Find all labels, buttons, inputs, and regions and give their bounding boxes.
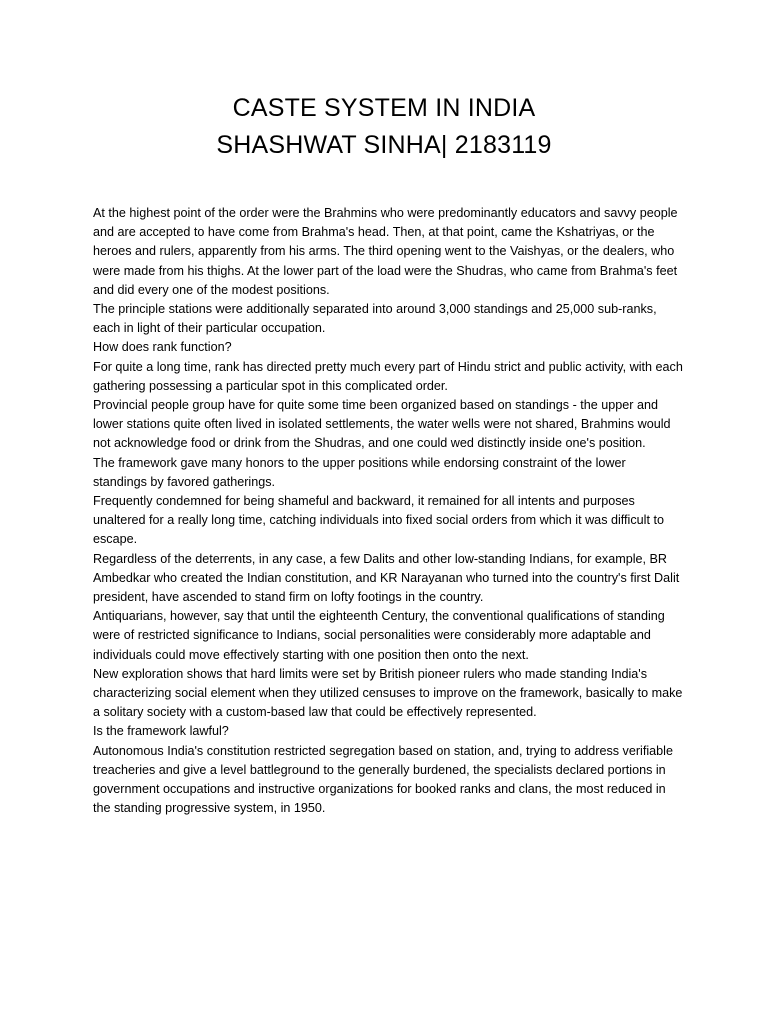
document-body	[93, 204, 683, 819]
heading-is-framework-lawful: Is the framework lawful?	[93, 724, 229, 739]
paragraph-provincial-groups: Provincial people group have for quite some time been organized based on standings - the upper and lower stations quite often lived in isolated settlements, the water wells were not shared, Brahmins would not acknowledge food or drink from the Shudras, and one could wed distinctly inside one's position.	[93, 398, 671, 451]
title-line-topic: CASTE SYSTEM IN INDIA	[232, 94, 536, 122]
document-title	[0, 90, 768, 164]
title-line-author: SHASHWAT SINHA| 2183119	[216, 131, 552, 159]
paragraph-rank-directed: For quite a long time, rank has directed pretty much every part of Hindu strict and public activity, with each gathering possessing a particular spot in this complicated order.	[93, 359, 683, 393]
paragraph-subranks: The principle stations were additionally separated into around 3,000 standings and 25,000 sub-ranks, each in light of their particular occupation.	[93, 302, 657, 336]
paragraph-british-rulers: New exploration shows that hard limits were set by British pioneer rulers who made standing India's characterizing social element when they utilized censuses to improve on the framework, basically to make a solitary society with a custom-based law that could be effectively represented.	[93, 666, 683, 720]
paragraph-antiquarians: Antiquarians, however, say that until the eighteenth Century, the conventional qualifications of standing were of restricted significance to Indians, social personalities were considerably more adaptable and individuals could move effectively starting with one position then onto the next.	[93, 609, 665, 662]
paragraph-varnas: At the highest point of the order were the Brahmins who were predominantly educators and savvy people and are accepted to have come from Brahma's head. Then, at that point, came the Kshatriyas, or the heroes and rulers, apparently from his arms. The third opening went to the Vaishyas, or the dealers, who were made from his thighs. At the lower part of the load were the Shudras, who came from Brahma's feet and did every one of the modest positions.	[93, 206, 678, 297]
paragraph-honors: The framework gave many honors to the upper positions while endorsing constraint of the lower standings by favored gatherings.	[93, 455, 626, 489]
paragraph-constitution: Autonomous India's constitution restricted segregation based on station, and, trying to address verifiable treacheries and give a level battleground to the generally burdened, the specialists declared portions in government occupations and instructive organizations for booked ranks and clans, the most reduced in the standing progressive system, in 1950.	[93, 743, 673, 816]
paragraph-dalits: Regardless of the deterrents, in any case, a few Dalits and other low-standing Indians, for example, BR Ambedkar who created the Indian constitution, and KR Narayanan who turned into the country's first Dalit president, have ascended to stand firm on lofty footings in the country.	[93, 551, 680, 605]
paragraph-condemned: Frequently condemned for being shameful and backward, it remained for all intents and purposes unaltered for a really long time, catching individuals into fixed social orders from which it was difficult to escape.	[93, 494, 664, 547]
heading-how-rank-functions: How does rank function?	[93, 340, 232, 355]
